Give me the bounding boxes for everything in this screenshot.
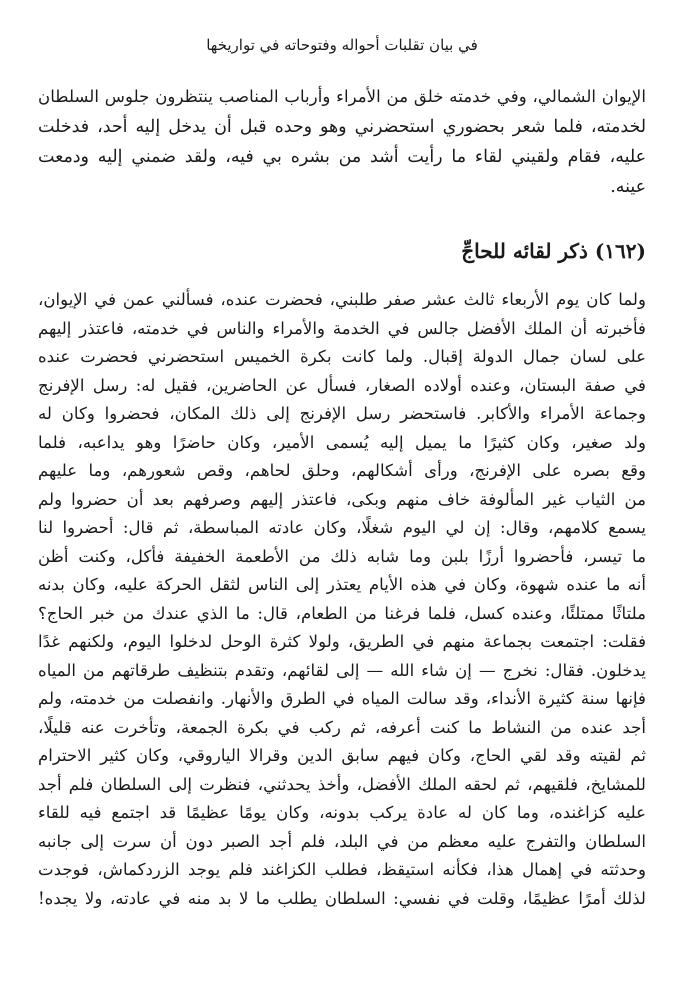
paragraph-line: لذلك أمرًا عظيمًا، وقلت في نفسي: السلطان يطلب ما لا بد منه في عادته، ولا يجده! (38, 888, 646, 908)
paragraph-line: فإنها سنة كثيرة الأنداء، وقد سالت المياه في الطرق والأنهار. وانفصلت من خدمته، ولم (38, 689, 646, 708)
paragraph-line: يسمع كلامهم، وقال: إن لي اليوم شغلًا، وكان عادته المباسطة، ثم قال: أحضروا لنا (38, 518, 646, 537)
paragraph-line: ولد صغير، وكان كثيرًا ما يميل إليه يُسمى الأمير، وكان حاضرًا وهو يداعبه، فلما (38, 432, 646, 452)
paragraph-line: فأخبرته أن الملك الأفضل جالس في الخدمة والأمراء والناس في خدمته، فاعتذر إليهم (38, 318, 646, 338)
paragraph-line: من الثياب غير المألوفة خاف منهم وبكى، فاعتذر إليهم وصرفهم بعد أن حضروا ولم (38, 489, 646, 509)
paragraph-line: عينه. (610, 177, 646, 197)
paragraph-line: وقع بصره على الإفرنج، ورأى أشكالهم، وحلق لحاهم، وقص شعورهم، وما عليهم (38, 461, 646, 480)
paragraph-line: لخدمته، فلما شعر بحضوري استحضرني وهو وحده قبل أن يدخل إليه أحد، فدخلت (38, 117, 646, 137)
paragraph-line: ملتاثًا ممتلئًا، وعنده كسل، فلما فرغنا من الطعام، قال: ما الذي عندك من خبر الحاج؟ (38, 603, 646, 623)
paragraph-line: فقلت: اجتمعت بجماعة منهم في الطريق، ولولا كثرة الوحل لدخلوا اليوم، ولكنهم غدًا (38, 632, 646, 651)
paragraph-line: وجماعة الأمراء والأكابر. فاستحضر رسل الإفرنج إلى ذلك المكان، فحضروا وكان له (38, 404, 646, 423)
paragraph-line: أنه ما عنده شهوة، وكان في هذه الأيام يعتذر إلى الناس لثقل الحركة عليه، وكان بدنه (38, 575, 646, 594)
paragraph-line: الإيوان الشمالي، وفي خدمته خلق من الأمراء وأرباب المناصب ينتظرون جلوس السلطان (38, 87, 646, 106)
section-heading: (١٦٢) ذكر لقائه للحاجِّ (461, 239, 646, 263)
paragraph-line: السلطان والتفرج عليه معظم من في البلد، فلم أجد الصبر دون أن سرت إلى جانبه (38, 831, 646, 851)
paragraph-line: للمشايخ، فلقيهم، ثم لحقه الملك الأفضل، وأخذ يحدثني، فنظرت إلى السلطان فلم أجد (38, 774, 646, 794)
paragraph-line: يدخلون. فقال: نخرج — إن شاء الله — إلى لقائهم، وتقدم بتنظيف طرقاتهم من المياه (38, 660, 646, 680)
running-header: في بيان تقلبات أحواله وفتوحاته في تواريخها (206, 36, 478, 54)
paragraph-line: وحدثته في إهمال هذا، فكأنه استيقظ، فطلب الكزاغند فلم يوجد الزردكماش، فوجدت (38, 860, 646, 879)
paragraph-line: ثم لقيته وقد لقي الحاج، وكان فيهم سابق الدين وقرالا الياروقي، وكان كثير الاحترام (38, 746, 646, 765)
paragraph-line: على لسان جمال الدولة إقبال. ولما كانت بكرة الخميس استحضرني فحضرت عنده (38, 347, 646, 366)
paragraph-line: عليه، فقام ولقيني لقاء ما رأيت أشد من بشره بي فيه، ولقد ضمني إليه ودمعت (38, 147, 646, 167)
paragraph-line: ولما كان يوم الأربعاء ثالث عشر صفر طلبني، فحضرت عنده، فسألني عمن في الإيوان، (38, 290, 646, 309)
paragraph-line: في صفة البستان، وعنده أولاده الصغار، فسأل عن الحاضرين، فقيل له: رسل الإفرنج (38, 375, 646, 395)
paragraph-line: أجد عنده من النشاط ما كنت أعرفه، ثم ركب في بكرة الجمعة، وتأخرت عنه قليلًا، (38, 717, 646, 737)
paragraph-line: ما تيسر، فأحضروا أرزًا بلبن وما شابه ذلك من الأطعمة الخفيفة فأكل، وكنت أظن (38, 546, 646, 566)
paragraph-2 (38, 286, 646, 913)
paragraph-line: عليه كزاغنده، وما كان له عادة يركب بدونه، وكان يومًا عظيمًا قد اجتمع فيه للقاء (38, 803, 646, 822)
paragraph-1 (38, 82, 646, 202)
